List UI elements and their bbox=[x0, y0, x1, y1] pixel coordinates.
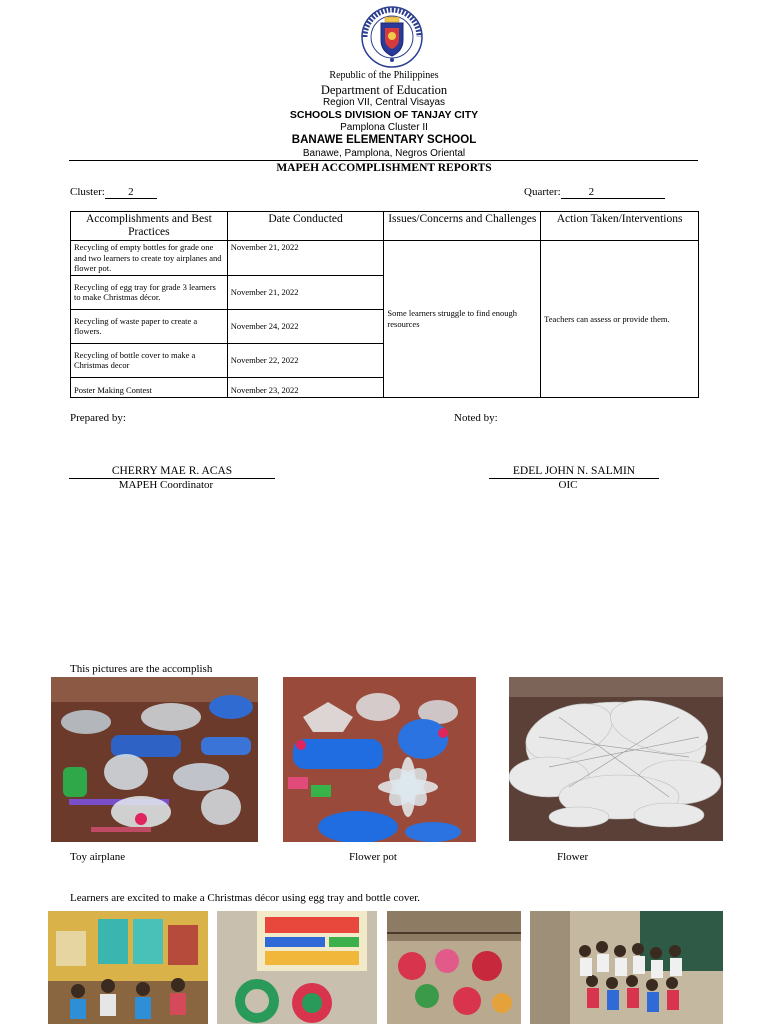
column-header: Date Conducted bbox=[227, 212, 384, 241]
date-cell: November 23, 2022 bbox=[227, 377, 384, 397]
activity-cell: Recycling of egg tray for grade 3 learners to make Christmas décor. bbox=[71, 275, 228, 309]
noted-by-label: Noted by: bbox=[454, 412, 498, 424]
noted-by-title: OIC bbox=[558, 479, 578, 491]
table-header-row bbox=[71, 212, 699, 241]
learners-group-photo bbox=[530, 911, 723, 1024]
poster-photo bbox=[217, 911, 377, 1024]
gallery-intro: This pictures are the accomplish bbox=[70, 663, 213, 675]
republic-line: Republic of the Philippines bbox=[329, 70, 439, 81]
christmas-decor-photo bbox=[387, 911, 521, 1024]
column-header: Issues/Concerns and Challenges bbox=[384, 212, 541, 241]
quarter-label: Quarter: bbox=[524, 186, 561, 198]
quarter-value: 2 bbox=[561, 186, 665, 199]
gallery-intro-christmas: Learners are excited to make a Christmas décor using egg tray and bottle cover. bbox=[70, 892, 421, 904]
activity-cell: Recycling of waste paper to create a flowers. bbox=[71, 309, 228, 343]
action-cell: Teachers can assess or provide them. bbox=[541, 241, 699, 398]
cluster-field bbox=[70, 186, 157, 199]
column-header: Action Taken/Interventions bbox=[541, 212, 699, 241]
school-name: BANAWE ELEMENTARY SCHOOL bbox=[291, 134, 477, 146]
division-line: SCHOOLS DIVISION OF TANJAY CITY bbox=[289, 109, 479, 121]
toy-airplane-photo bbox=[51, 677, 258, 842]
flower-pot-photo bbox=[283, 677, 476, 842]
quarter-field bbox=[524, 186, 665, 199]
cluster-label: Cluster: bbox=[70, 186, 105, 198]
activity-cell: Recycling of bottle cover to make a Christmas decor bbox=[71, 343, 228, 377]
department-line: Department of Education bbox=[320, 83, 448, 97]
column-header: Accomplishments and Best Practices bbox=[71, 212, 228, 241]
caption-toy-airplane: Toy airplane bbox=[70, 851, 126, 863]
activity-cell: Poster Making Contest bbox=[71, 377, 228, 397]
date-cell: November 22, 2022 bbox=[227, 343, 384, 377]
deped-seal-logo bbox=[361, 6, 423, 68]
accomplishment-table bbox=[70, 211, 699, 398]
cluster-value: 2 bbox=[105, 186, 157, 199]
noted-by-name: EDEL JOHN N. SALMIN bbox=[489, 465, 659, 479]
paper-flower-photo bbox=[509, 677, 723, 841]
region-line: Region VII, Central Visayas bbox=[322, 97, 446, 108]
date-cell: November 21, 2022 bbox=[227, 275, 384, 309]
school-address: Banawe, Pamplona, Negros Oriental bbox=[302, 148, 466, 159]
prepared-by-label: Prepared by: bbox=[70, 412, 126, 424]
classroom-photo bbox=[48, 911, 208, 1024]
prepared-by-title: MAPEH Coordinator bbox=[118, 479, 214, 491]
header-divider bbox=[69, 160, 698, 161]
caption-flower-pot: Flower pot bbox=[349, 851, 397, 863]
report-title: MAPEH ACCOMPLISHMENT REPORTS bbox=[276, 162, 492, 174]
issues-cell: Some learners struggle to find enough resources bbox=[384, 241, 541, 398]
date-cell: November 24, 2022 bbox=[227, 309, 384, 343]
table-row bbox=[71, 241, 699, 276]
caption-flower: Flower bbox=[557, 851, 589, 863]
activity-cell: Recycling of empty bottles for grade one and two learners to create toy airplanes and flower pot. bbox=[71, 241, 228, 276]
cluster-name-line: Pamplona Cluster II bbox=[340, 122, 428, 133]
prepared-by-name: CHERRY MAE R. ACAS bbox=[69, 465, 275, 479]
date-cell: November 21, 2022 bbox=[227, 241, 384, 276]
